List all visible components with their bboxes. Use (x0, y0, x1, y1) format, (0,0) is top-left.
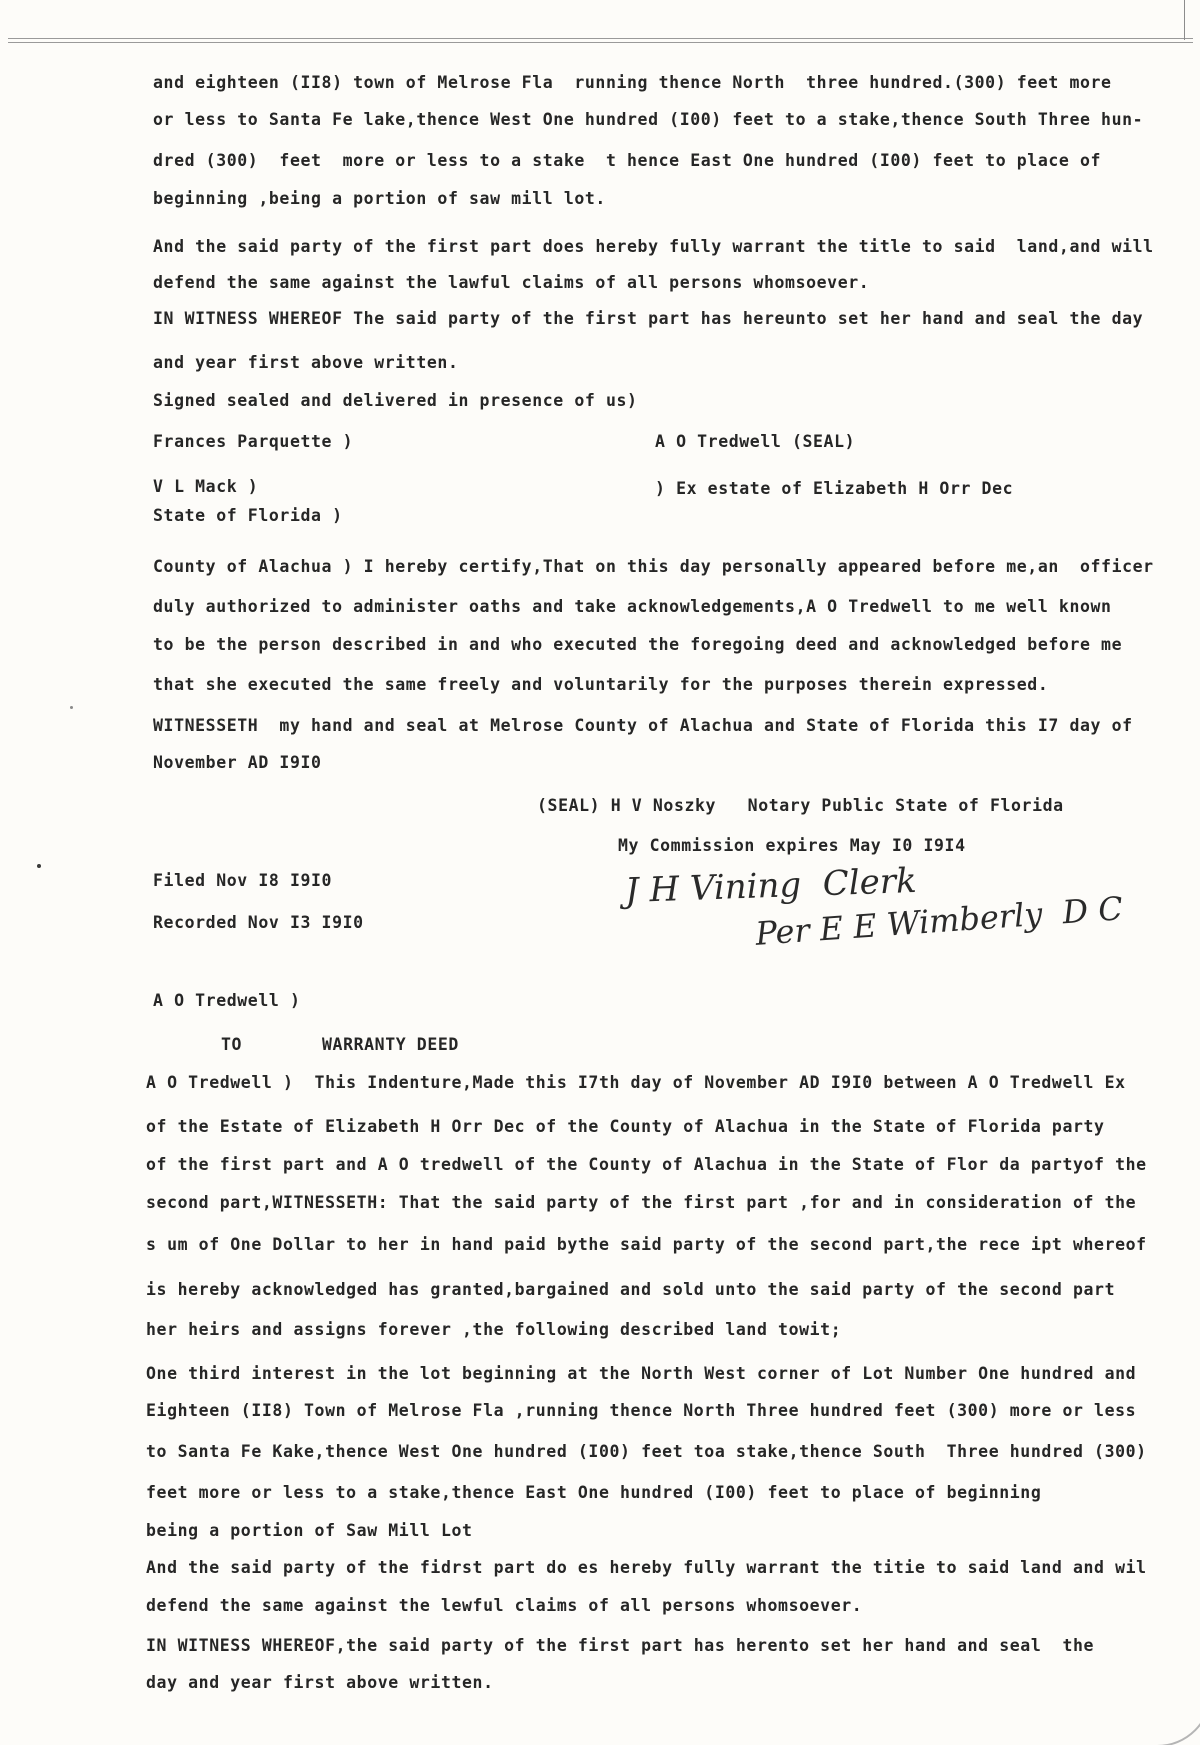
text-line: dred (300) feet more or less to a stake t hence East One hundred (I00) feet to place of (153, 151, 1102, 170)
text-line: duly authorized to administer oaths and take acknowledgements,A O Tredwell to me well known (153, 597, 1112, 616)
text-line: and year first above written. (153, 353, 459, 372)
text-line: feet more or less to a stake,thence East One hundred (I00) feet to place of beginning (146, 1483, 1042, 1502)
text-line: that she executed the same freely and voluntarily for the purposes therein expressed. (153, 675, 1049, 694)
text-line: WITNESSETH my hand and seal at Melrose County of Alachua and State of Florida this I7 day of (153, 716, 1133, 735)
notary-signature-line: (SEAL) H V Noszky Notary Public State of Florida (537, 796, 1064, 815)
filed-date: Filed Nov I8 I9I0 (153, 871, 333, 890)
text-line: being a portion of Saw Mill Lot (146, 1521, 473, 1540)
text-line: And the said party of the fidrst part do es hereby fully warrant the titie to said land and wil (146, 1558, 1147, 1577)
recorded-date: Recorded Nov I3 I9I0 (153, 913, 364, 932)
text-line: to Santa Fe Kake,thence West One hundred (I00) feet toa stake,thence South Three hundred (300) (146, 1442, 1147, 1461)
deed-type-heading: WARRANTY DEED (322, 1035, 459, 1054)
text-line: Eighteen (II8) Town of Melrose Fla ,running thence North Three hundred feet (300) more or less (146, 1401, 1137, 1420)
text-line: defend the same against the lewful claims of all persons whomsoever. (146, 1596, 863, 1615)
top-rule (8, 38, 1193, 39)
deputy-clerk-signature: Per E E Wimberly D C (754, 889, 1125, 953)
executor-capacity: ) Ex estate of Elizabeth H Orr Dec (655, 479, 1014, 498)
text-line: day and year first above written. (146, 1673, 494, 1692)
text-line: beginning ,being a portion of saw mill lot. (153, 189, 606, 208)
ink-speck (70, 706, 73, 709)
witness-1: Frances Parquette ) (153, 432, 354, 451)
text-line: of the first part and A O tredwell of the County of Alachua in the State of Flor da partyof the (146, 1155, 1147, 1174)
venue-state: State of Florida ) (153, 506, 343, 525)
page-curl-edge (1150, 1610, 1200, 1745)
text-line: County of Alachua ) I hereby certify,That on this day personally appeared before me,an officer (153, 557, 1154, 576)
text-line: s um of One Dollar to her in hand paid bythe said party of the second part,the rece ipt whereof (146, 1235, 1147, 1254)
text-line: or less to Santa Fe lake,thence West One hundred (I00) feet to a stake,thence South Three hun- (153, 110, 1144, 129)
text-line: of the Estate of Elizabeth H Orr Dec of the County of Alachua in the State of Florida party (146, 1117, 1105, 1136)
text-line: IN WITNESS WHEREOF The said party of the first part has hereunto set her hand and seal the day (153, 309, 1144, 328)
text-line: IN WITNESS WHEREOF,the said party of the first part has herento set her hand and seal the (146, 1636, 1095, 1655)
text-line: to be the person described in and who executed the foregoing deed and acknowledged before me (153, 635, 1123, 654)
text-line: November AD I9I0 (153, 753, 322, 772)
grantor-signature-text: A O Tredwell (SEAL) (655, 432, 856, 451)
notary-commission: My Commission expires May I0 I9I4 (618, 836, 966, 855)
to-label: TO (221, 1035, 243, 1054)
text-line: second part,WITNESSETH: That the said party of the first part ,for and in consideration of the (146, 1193, 1137, 1212)
text-line: A O Tredwell ) This Indenture,Made this I7th day of November AD I9I0 between A O Tredwell Ex (146, 1073, 1126, 1092)
text-line: One third interest in the lot beginning at the North West corner of Lot Number One hundred and (146, 1364, 1137, 1383)
text-line: Signed sealed and delivered in presence of us) (153, 391, 638, 410)
text-line: And the said party of the first part does hereby fully warrant the title to said land,and will (153, 237, 1154, 256)
text-line: is hereby acknowledged has granted,bargained and sold unto the said party of the second part (146, 1280, 1116, 1299)
ink-speck (37, 864, 41, 868)
top-rule-double (8, 42, 1193, 43)
text-line: and eighteen (II8) town of Melrose Fla running thence North three hundred.(300) feet more (153, 73, 1112, 92)
text-line: defend the same against the lawful claims of all persons whomsoever. (153, 273, 870, 292)
page-edge-line (1184, 0, 1185, 40)
clerk-signature: J H Vining Clerk (624, 860, 918, 912)
grantor-name: A O Tredwell ) (153, 991, 301, 1010)
text-line: her heirs and assigns forever ,the following described land towit; (146, 1320, 842, 1339)
witness-2: V L Mack ) (153, 477, 259, 496)
